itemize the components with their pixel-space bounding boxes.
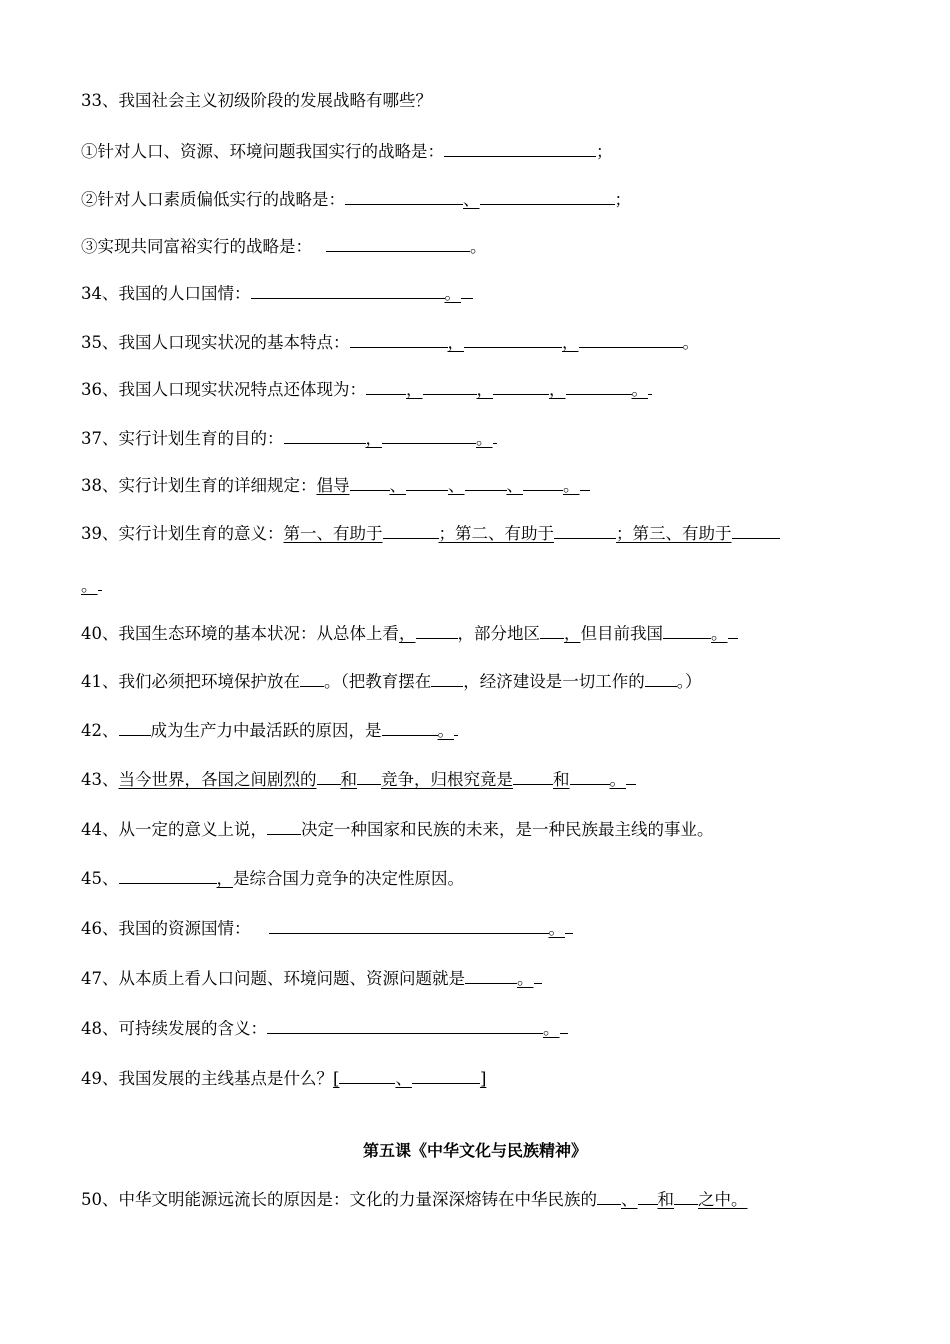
question-45 [81,865,464,890]
question-text: 47、从本质上看人口问题、环境问题、资源问题就是 [81,969,465,988]
question-42 [81,717,458,742]
answer-blank[interactable] [560,1015,568,1034]
question-39 [81,520,780,545]
answer-blank[interactable] [674,1186,698,1205]
punctuation: 。 [609,770,626,789]
question-text: 39、实行计划生育的意义： [81,524,284,543]
underlined-text: 和 [553,770,570,789]
answer-blank[interactable] [465,472,507,491]
answer-blank[interactable] [570,766,610,785]
question-49 [81,1065,486,1090]
question-text: 46、我国的资源国情： [81,919,251,938]
question-text: 决定一种国家和民族的未来，是一种民族最主线的事业。 [301,820,714,839]
question-text: 成为生产力中最活跃的原因，是 [150,721,382,740]
question-47 [81,965,542,990]
punctuation: 。 [682,333,699,352]
answer-blank[interactable] [464,329,562,348]
question-text: 38、实行计划生育的详细规定： [81,476,317,495]
question-text: 是综合国力竞争的决定性原因。 [233,869,464,888]
underlined-text: 第一、有助于 [283,524,383,543]
answer-blank[interactable] [534,965,542,984]
underlined-text: ；第三、有助于 [616,524,732,543]
question-36 [81,376,652,401]
answer-blank[interactable] [416,620,458,639]
punctuation: 。 [711,624,728,643]
answer-blank[interactable] [317,766,341,785]
answer-blank[interactable] [267,1015,543,1034]
answer-blank[interactable] [444,138,596,157]
question-text: 50、中华文明能源远流长的原因是：文化的力量深深熔铸在中华民族的 [81,1190,597,1209]
answer-blank[interactable] [580,472,590,491]
answer-blank[interactable] [339,1065,395,1084]
punctuation: 。 [517,969,534,988]
question-text: 36、我国人口现实状况特点还体现为： [81,380,366,399]
answer-blank[interactable] [626,766,636,785]
answer-blank[interactable] [412,1065,480,1084]
answer-blank[interactable] [480,186,615,205]
question-50 [81,1186,748,1211]
punctuation: 。 [476,429,493,448]
punctuation: ； [614,190,631,209]
answer-blank[interactable] [513,766,553,785]
answer-blank[interactable] [366,376,406,395]
question-text: 45、 [81,869,119,888]
punctuation: ， [562,333,579,352]
punctuation: ， [549,380,566,399]
punctuation: 。 [444,284,461,303]
punctuation: ， [447,333,464,352]
underlined-text: 倡导 [316,476,350,495]
punctuation: 、 [463,190,480,209]
question-text: 42、 [81,721,119,740]
question-text: 但目前我国 [580,624,663,643]
answer-blank[interactable] [350,472,390,491]
answer-blank[interactable] [579,329,683,348]
answer-blank[interactable] [382,425,476,444]
question-35 [81,329,699,354]
answer-blank[interactable] [648,376,652,395]
question-text: 34、我国的人口国情： [81,284,251,303]
punctuation: ， [476,380,493,399]
punctuation: 。 [543,1019,560,1038]
answer-blank[interactable] [732,520,780,539]
answer-blank[interactable] [461,280,473,299]
question-34 [81,280,473,305]
underlined-text: 竞争，归根究竟是 [381,770,513,789]
answer-blank[interactable] [728,620,738,639]
question-text: ，部分地区 [457,624,540,643]
answer-blank[interactable] [406,472,448,491]
question-text: ，经济建设是一切工作的 [463,672,645,691]
question-40 [81,620,738,645]
answer-blank[interactable] [284,425,366,444]
answer-blank[interactable] [119,865,217,884]
question-33 [81,90,432,112]
question-text: 44、从一定的意义上说， [81,820,267,839]
punctuation: 。 [631,380,648,399]
answer-blank[interactable] [98,572,102,591]
question-39-continuation [81,572,102,597]
question-41 [81,668,702,693]
punctuation: ， [564,624,581,643]
question-text: 。（把教育摆在 [324,672,432,691]
punctuation: 。 [548,919,565,938]
answer-blank[interactable] [493,425,497,444]
answer-blank[interactable] [638,1186,658,1205]
answer-blank[interactable] [431,668,463,687]
punctuation: ， [406,380,423,399]
punctuation: [ [333,1069,340,1088]
question-text: 37、实行计划生育的目的： [81,429,284,448]
question-text: ③实现共同富裕实行的战略是： [81,237,312,256]
punctuation: 、 [448,476,465,495]
question-43 [81,766,636,791]
punctuation: 、 [389,476,406,495]
underlined-text: 和 [340,770,357,789]
question-text: 33、我国社会主义初级阶段的发展战略有哪些？ [81,91,432,110]
question-text: 41、我们必须把环境保护放在 [81,672,300,691]
answer-blank[interactable] [523,472,563,491]
answer-blank[interactable] [597,1186,621,1205]
answer-blank[interactable] [645,668,677,687]
underlined-text: 当今世界，各国之间剧烈的 [118,770,317,789]
answer-blank[interactable] [540,620,564,639]
question-33-item-3 [81,233,487,258]
answer-blank[interactable] [423,376,477,395]
answer-blank[interactable] [566,376,632,395]
question-33-item-2 [81,186,631,211]
question-46 [81,915,573,940]
punctuation: 、 [506,476,523,495]
answer-blank[interactable] [493,376,549,395]
underlined-text: 和 [657,1190,674,1209]
answer-blank[interactable] [267,816,301,835]
answer-blank[interactable] [350,329,448,348]
punctuation: 。 [470,237,487,256]
question-text: 49、我国发展的主线基点是什么？ [81,1069,333,1088]
answer-blank[interactable] [565,915,573,934]
answer-blank[interactable] [465,965,517,984]
answer-blank[interactable] [554,520,616,539]
answer-blank[interactable] [269,915,549,934]
section-title: 第五课《中华文化与民族精神》 [362,1141,587,1160]
punctuation: 、 [395,1069,412,1088]
punctuation: 、 [621,1190,638,1209]
punctuation: 。 [81,576,98,595]
question-text: 35、我国人口现实状况的基本特点： [81,333,350,352]
punctuation: ] [479,1069,487,1088]
question-38 [81,472,590,497]
question-48 [81,1015,568,1040]
question-text: ②针对人口素质偏低实行的战略是： [81,190,345,209]
question-text: 48、可持续发展的含义： [81,1019,267,1038]
answer-blank[interactable] [251,280,445,299]
question-33-item-1 [81,138,613,163]
answer-blank[interactable] [663,620,711,639]
answer-blank[interactable] [300,668,324,687]
answer-blank[interactable] [326,233,470,252]
question-text: 43、 [81,770,119,789]
answer-blank[interactable] [454,717,458,736]
question-text: ①针对人口、资源、环境问题我国实行的战略是： [81,142,444,161]
answer-blank[interactable] [357,766,381,785]
question-text: 40、我国生态环境的基本状况：从总体上看 [81,624,399,643]
punctuation: ， [399,624,416,643]
punctuation: ， [365,429,382,448]
answer-blank[interactable] [119,717,151,736]
punctuation: ， [216,869,233,888]
answer-blank[interactable] [382,717,438,736]
underlined-text: ；第二、有助于 [438,524,554,543]
underlined-text: 之中。 [698,1190,748,1209]
question-44 [81,816,714,841]
punctuation: 。 [563,476,580,495]
answer-blank[interactable] [383,520,439,539]
punctuation: ； [596,142,613,161]
question-37 [81,425,497,450]
question-text: 。） [676,672,702,691]
answer-blank[interactable] [345,186,463,205]
punctuation: 。 [437,721,454,740]
